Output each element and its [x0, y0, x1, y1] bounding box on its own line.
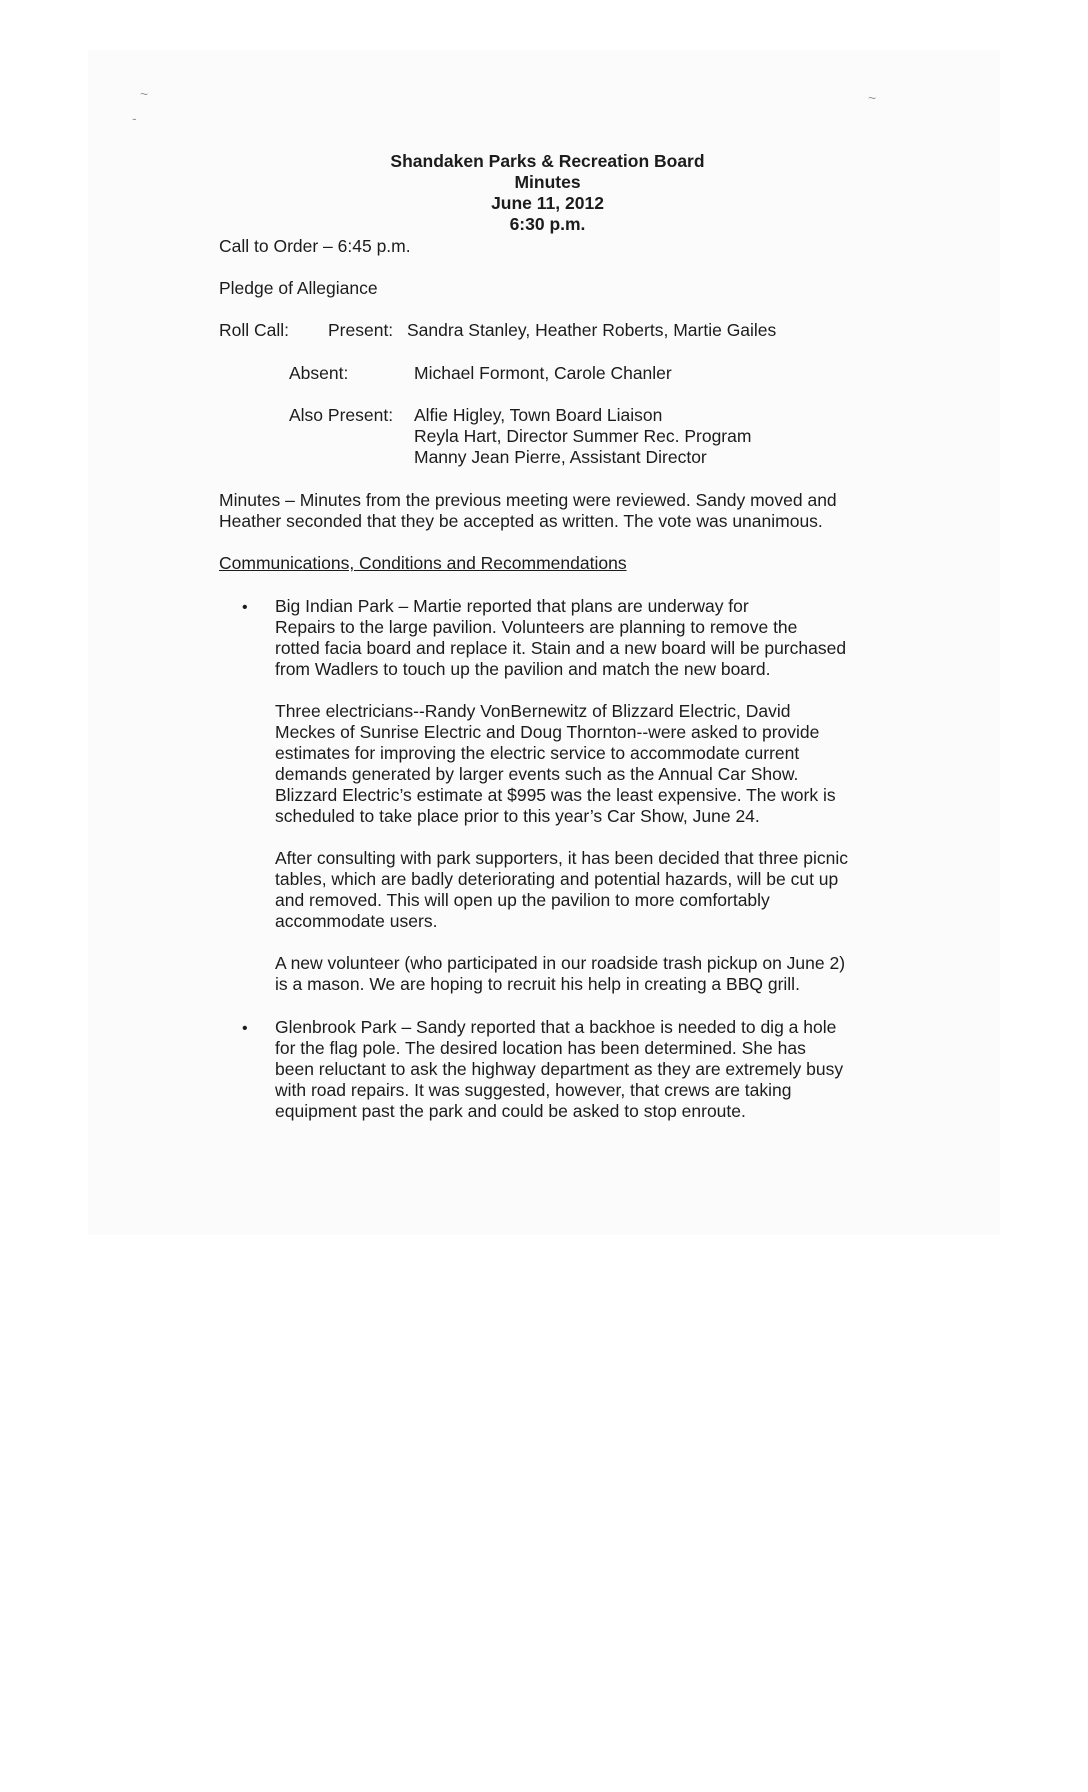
text-line: and removed. This will open up the pavilion to more comfortably: [275, 890, 770, 910]
text-line: accommodate users.: [275, 911, 438, 931]
also-present-1: Alfie Higley, Town Board Liaison: [414, 405, 663, 425]
text-line: Meckes of Sunrise Electric and Doug Thornton--were asked to provide: [275, 722, 820, 742]
present-names: Sandra Stanley, Heather Roberts, Martie Gailes: [407, 320, 777, 340]
text-line: Repairs to the large pavilion. Volunteers are planning to remove the: [275, 617, 798, 637]
big-indian-paragraph-2: [275, 701, 836, 827]
big-indian-paragraph-4: [275, 953, 845, 995]
header-time: 6:30 p.m.: [509, 214, 586, 234]
header-doc-type: Minutes: [514, 172, 581, 192]
section-heading: Communications, Conditions and Recommendations: [219, 553, 627, 573]
big-indian-paragraph-1: [275, 596, 846, 680]
header-org: Shandaken Parks & Recreation Board: [390, 151, 705, 171]
roll-call-label: Roll Call:: [219, 320, 290, 340]
text-line: is a mason. We are hoping to recruit his help in creating a BBQ grill.: [275, 974, 800, 994]
also-present-2: Reyla Hart, Director Summer Rec. Program: [414, 426, 752, 446]
text-line: Blizzard Electric’s estimate at $995 was the least expensive. The work is: [275, 785, 836, 805]
text-line: Big Indian Park – Martie reported that plans are underway for: [275, 596, 749, 616]
absent-label: Absent:: [289, 363, 349, 383]
header-date: June 11, 2012: [491, 193, 604, 213]
text-line: tables, which are badly deteriorating and potential hazards, will be cut up: [275, 869, 839, 889]
minutes-line: Heather seconded that they be accepted as written. The vote was unanimous.: [219, 511, 823, 531]
text-line: After consulting with park supporters, it has been decided that three picnic: [275, 848, 848, 868]
text-line: scheduled to take place prior to this year’s Car Show, June 24.: [275, 806, 760, 826]
text-line: been reluctant to ask the highway department as they are extremely busy: [275, 1059, 844, 1079]
scan-mark: ~: [140, 86, 149, 102]
also-present-label: Also Present:: [289, 405, 394, 425]
text-line: Three electricians--Randy VonBernewitz of Blizzard Electric, David: [275, 701, 791, 721]
text-line: equipment past the park and could be asked to stop enroute.: [275, 1101, 746, 1121]
scan-mark: -: [132, 110, 137, 126]
scan-mark: ~: [868, 90, 877, 106]
minutes-line: Minutes – Minutes from the previous meeting were reviewed. Sandy moved and: [219, 490, 837, 510]
present-label: Present:: [328, 320, 394, 340]
text-line: from Wadlers to touch up the pavilion and match the new board.: [275, 659, 771, 679]
call-to-order: Call to Order – 6:45 p.m.: [219, 236, 411, 256]
text-line: demands generated by larger events such as the Annual Car Show.: [275, 764, 799, 784]
minutes-paragraph: [219, 490, 837, 532]
big-indian-paragraph-3: [275, 848, 848, 932]
text-line: for the flag pole. The desired location has been determined. She has: [275, 1038, 806, 1058]
text-line: estimates for improving the electric service to accommodate current: [275, 743, 800, 763]
glenbrook-paragraph: [275, 1017, 843, 1122]
bullet-icon: •: [242, 599, 248, 616]
bullet-icon: •: [242, 1020, 248, 1037]
absent-names: Michael Formont, Carole Chanler: [414, 363, 672, 383]
pledge: Pledge of Allegiance: [219, 278, 378, 298]
also-present-3: Manny Jean Pierre, Assistant Director: [414, 447, 707, 467]
text-line: A new volunteer (who participated in our roadside trash pickup on June 2): [275, 953, 846, 973]
text-line: Glenbrook Park – Sandy reported that a backhoe is needed to dig a hole: [275, 1017, 837, 1037]
text-line: rotted facia board and replace it. Stain and a new board will be purchased: [275, 638, 847, 658]
text-line: with road repairs. It was suggested, however, that crews are taking: [275, 1080, 792, 1100]
